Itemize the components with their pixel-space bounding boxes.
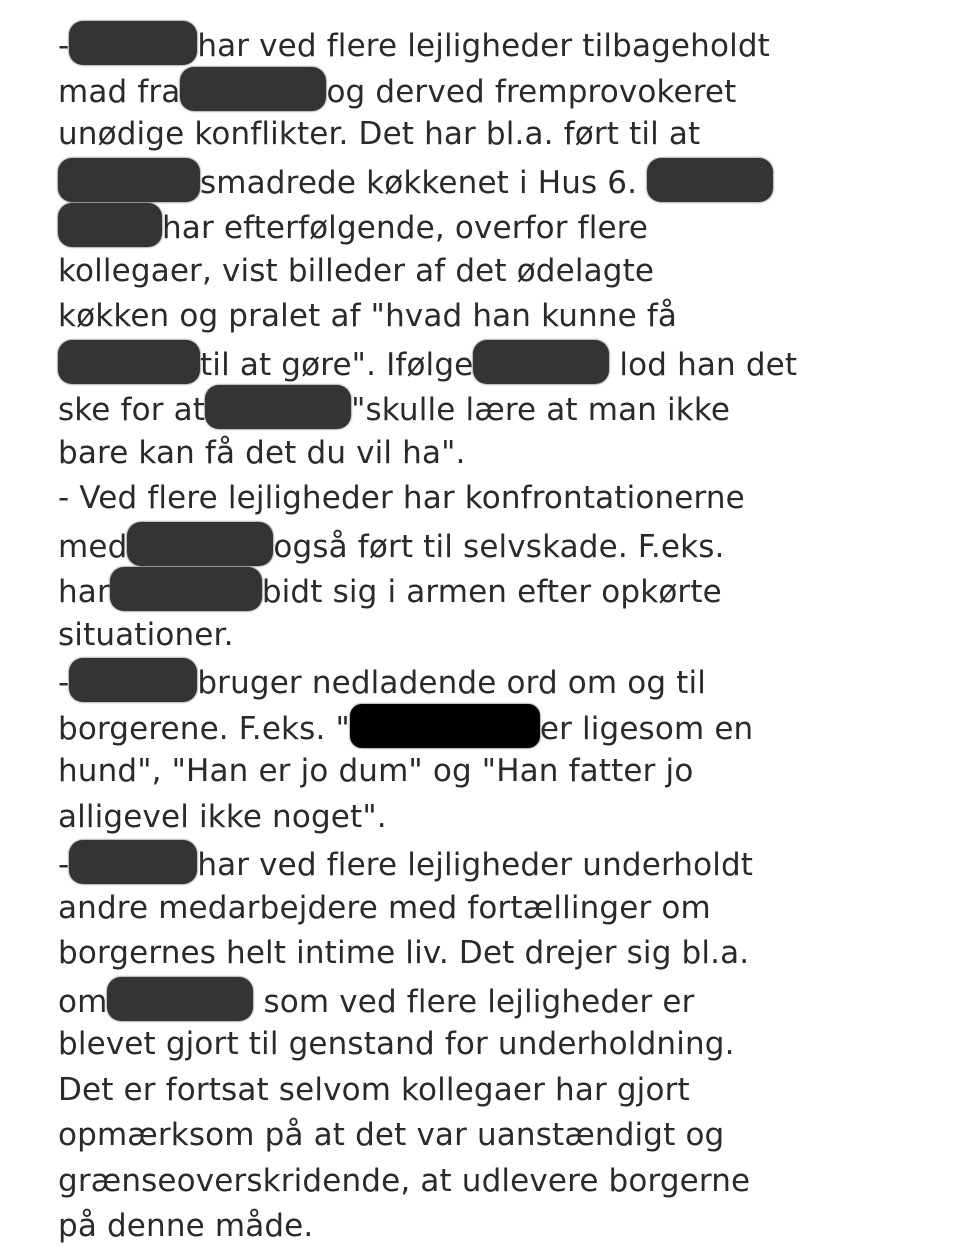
redaction-block [69,840,197,884]
text-line [58,476,938,522]
text-segment: som ved flere lejligheder er [253,983,695,1020]
text-segment: med [58,528,128,565]
redaction-block [110,567,262,611]
text-segment: har ved flere lejligheder underholdt [197,847,754,883]
text-segment: - [58,847,70,883]
text-segment: om [58,983,108,1020]
redaction-block [58,203,162,247]
redaction-block [647,158,773,202]
text-segment: og derved fremprovokeret [326,73,737,110]
text-line [58,977,938,1023]
redaction-block [350,704,540,748]
text-segment: har ved flere lejligheder tilbageholdt [197,28,770,64]
text-segment: bidt sig i armen efter opkørte [261,574,722,610]
redacted-document [58,21,938,1250]
text-segment: ske for at [58,392,206,428]
text-line [58,158,938,204]
text-line [58,613,938,659]
text-segment: - Ved flere lejligheder har konfrontationerne [58,480,745,516]
text-segment: bruger nedladende ord om og til [197,665,707,701]
text-segment: Det er fortsat selvom kollegaer har gjort [58,1071,690,1108]
text-segment: mad fra [58,73,181,110]
text-segment: kollegaer, vist billeder af det ødelagte [58,252,655,289]
text-segment: bare kan få det du vil ha". [58,434,466,471]
text-line [58,1068,938,1114]
text-line [58,1204,938,1250]
text-segment: situationer. [58,616,234,653]
text-line [58,203,938,249]
text-line [58,658,938,704]
text-segment: har efterfølgende, overfor flere [162,210,649,246]
text-segment: hund", "Han er jo dum" og "Han fatter jo [58,753,694,789]
redaction-block [127,522,273,566]
text-segment: borgernes helt intime liv. Det drejer sig bl.a. [58,935,750,971]
redaction-block [69,658,197,702]
text-segment: - [58,28,70,64]
text-line [58,21,938,67]
text-segment: køkken og pralet af "hvad han kunne få [58,298,678,334]
redaction-block [58,158,200,202]
text-line [58,1113,938,1159]
text-line [58,1159,938,1205]
redaction-block [69,21,197,65]
text-segment: blevet gjort til genstand for underholdning. [58,1026,735,1062]
text-segment: andre medarbejdere med fortællinger om [58,889,711,926]
text-line [58,112,938,158]
text-segment: - [58,665,70,701]
text-line [58,931,938,977]
text-line [58,840,938,886]
text-segment: til at gøre". Ifølge [200,346,474,383]
text-segment: alligevel ikke noget". [58,798,387,835]
text-line [58,431,938,477]
text-segment: unødige konflikter. Det har bl.a. ført til at [58,116,701,152]
text-line [58,340,938,386]
redaction-block [58,340,200,384]
text-line [58,249,938,295]
text-segment: også ført til selvskade. F.eks. [273,528,725,565]
text-line [58,886,938,932]
text-segment: opmærksom på at det var uanstændigt og [58,1117,725,1153]
text-segment: "skulle lære at man ikke [351,392,731,428]
text-segment: på denne måde. [58,1208,314,1244]
text-segment: smadrede køkkenet i Hus 6. [200,164,648,201]
text-line [58,567,938,613]
text-line [58,749,938,795]
text-line [58,522,938,568]
redaction-block [473,340,609,384]
text-line [58,294,938,340]
text-line [58,67,938,113]
text-segment: har [58,574,110,610]
text-segment: grænseoverskridende, at udlevere borgerne [58,1162,751,1199]
text-segment: er ligesom en [539,710,754,747]
redaction-block [107,977,253,1021]
text-line [58,795,938,841]
text-line [58,1022,938,1068]
text-line [58,704,938,750]
redaction-block [205,385,351,429]
text-line [58,385,938,431]
text-segment: borgerene. F.eks. " [58,710,350,747]
redaction-block [180,67,326,111]
text-segment: lod han det [609,346,798,383]
